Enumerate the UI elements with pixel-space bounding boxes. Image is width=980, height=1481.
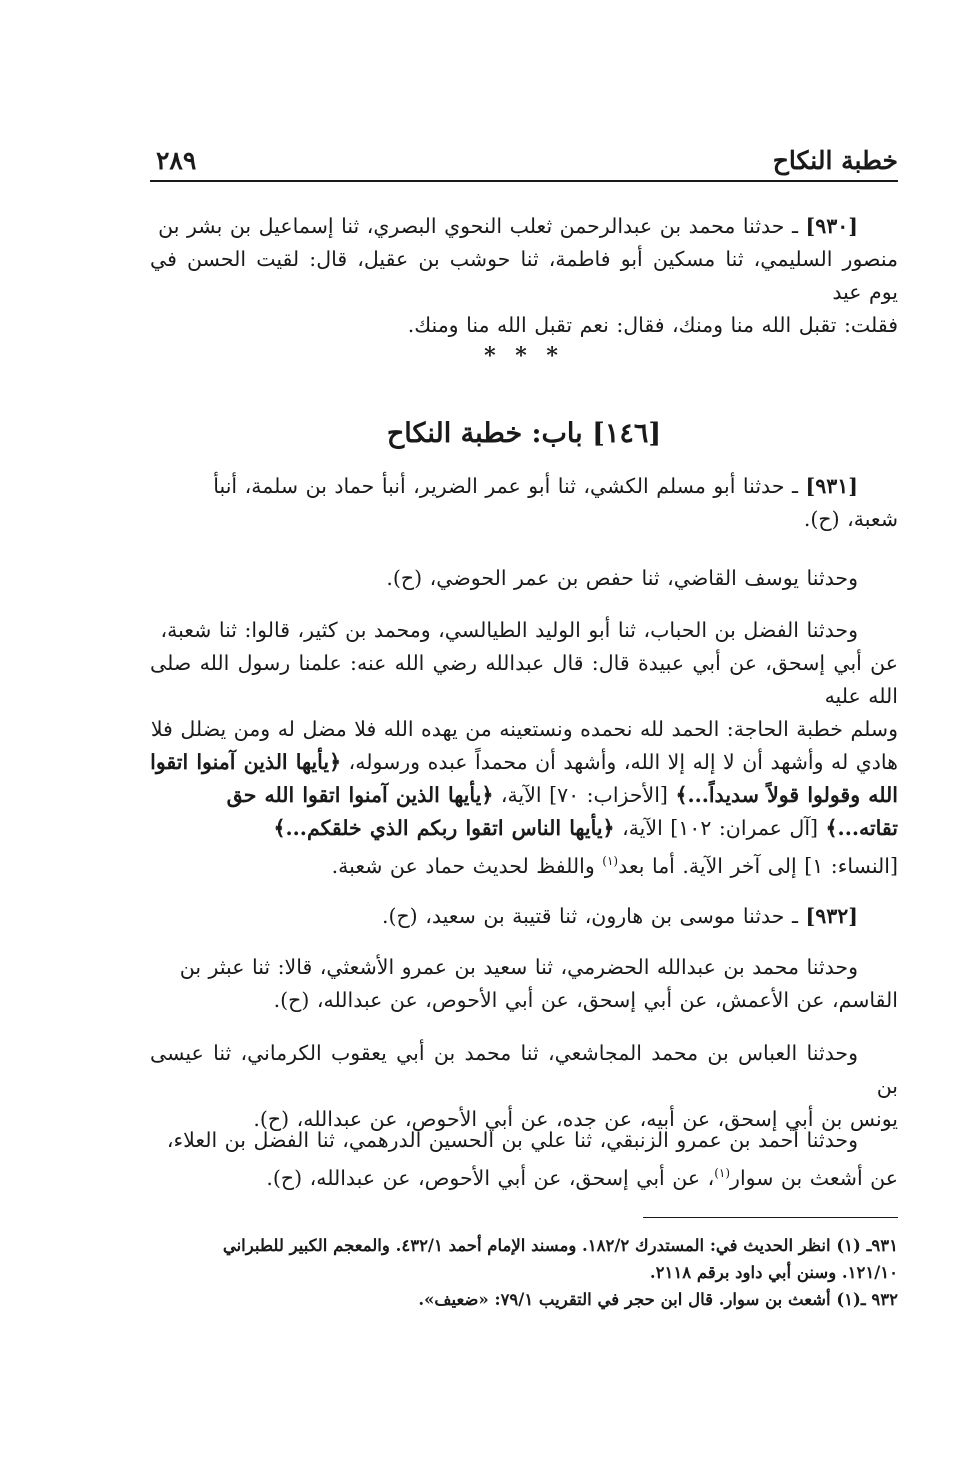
hadith-932-chain-4: وحدثنا أحمد بن عمرو الزنبقي، ثنا علي بن الحسين الدرهمي، ثنا الفضل بن العلاء، عن أشعث بن سوار$^{(١)}$، عن أبي إسحق، عن أبي الأحوص، عن عبدالله، (ح). xyxy=(166,1128,898,1190)
footnote-divider xyxy=(643,1217,898,1218)
page-number: ٢٨٩ xyxy=(156,146,197,175)
chapter-heading: [١٤٦] باب: خطبة النكاح xyxy=(386,418,662,449)
footnote-marker: (١) xyxy=(602,854,619,868)
chain-3-line-5: الله وقولوا قولاً سديداً...﴾ [الأحزاب: ٧٠] الآية، ﴿يأيها الذين آمنوا اتقوا الله حق xyxy=(226,783,898,807)
hadith-931-line-2: شعبة، (ح). xyxy=(803,507,898,531)
hadith-number: [٩٣١] xyxy=(805,474,858,498)
chain-3-line-1: وحدثنا الفضل بن الحباب، ثنا أبو الوليد الطيالسي، ومحمد بن كثير، قالوا: ثنا شعبة، xyxy=(160,618,858,642)
hadith-931-chain-3 xyxy=(150,614,898,883)
footnote-931-line-1: ٩٣١ـ (١) انظر الحديث في: المستدرك ١٨٢/٢. ومسند الإمام أحمد ٤٣٢/١. والمعجم الكبير للطبراني xyxy=(222,1236,898,1255)
hadith-932 xyxy=(150,900,898,933)
hadith-931-line-1: [٩٣١] ـ حدثنا أبو مسلم الكشي، ثنا أبو عمر الضرير، أنبأ حماد بن سلمة، أنبأ xyxy=(213,474,858,498)
footnote-932: ٩٣٢ ـ(١) أشعث بن سوار. قال ابن حجر في التقريب ٧٩/١: «ضعيف». xyxy=(418,1290,898,1309)
chain-text: وحدثنا يوسف القاضي، ثنا حفص بن عمر الحوضي، (ح). xyxy=(386,566,858,590)
quran-verse: ﴿يأيها الذين آمنوا اتقوا الله حق xyxy=(226,783,494,807)
running-title: خطبة النكاح xyxy=(772,146,898,175)
chain-3-line-2: عن أبي إسحق، عن أبي عبيدة قال: قال عبدالله رضي الله عنه: علمنا رسول الله صلى الله عليه xyxy=(150,651,898,708)
hadith-931 xyxy=(150,470,898,536)
hadith-932-chain-3: وحدثنا العباس بن محمد المجاشعي، ثنا محمد بن أبي يعقوب الكرماني، ثنا عيسى بن يونس بن أبي إسحق، عن أبيه، عن جده، عن أبي الأحوص، عن عبدالله، (ح). xyxy=(150,1041,898,1131)
quran-verse: الله وقولوا قولاً سديداً...﴾ xyxy=(675,783,898,807)
hadith-930-line-1: [٩٣٠] ـ حدثنا محمد بن عبدالرحمن ثعلب النحوي البصري، ثنا إسماعيل بن بشر بن xyxy=(158,214,858,238)
quran-verse: تقاته...﴾ xyxy=(825,816,898,840)
hadith-930 xyxy=(150,210,898,342)
footnote-marker: (١) xyxy=(714,1166,731,1180)
footnote-931-line-2: ١٢١/١٠. وسنن أبي داود برقم ٢١١٨. xyxy=(649,1263,898,1282)
chain-3-line-3: وسلم خطبة الحاجة: الحمد لله نحمده ونستعينه من يهده الله فلا مضل له ومن يضلل فلا xyxy=(150,717,898,741)
hadith-931-chain-2 xyxy=(150,562,898,595)
hadith-932-chain-2: وحدثنا محمد بن عبدالله الحضرمي، ثنا سعيد بن عمرو الأشعثي، قالا: ثنا عبثر بن القاسم، عن الأعمش، عن أبي إسحق، عن أبي الأحوص، عن عبدالله، (ح). xyxy=(179,955,898,1012)
hadith-number: [٩٣٠] xyxy=(805,214,858,238)
footnotes xyxy=(150,1232,898,1313)
chain-3-line-6: تقاته...﴾ [آل عمران: ١٠٢] الآية، ﴿يأيها الناس اتقوا ربكم الذي خلقكم...﴾ xyxy=(273,816,898,840)
chain-3-line-4: هادي له وأشهد أن لا إله إلا الله، وأشهد أن محمداً عبده ورسوله، ﴿يأيها الذين آمنوا اتقوا xyxy=(150,750,898,774)
hadith-932-line-1: [٩٣٢] ـ حدثنا موسى بن هارون، ثنا قتيبة بن سعيد، (ح). xyxy=(381,904,858,928)
section-separator: * * * xyxy=(484,343,564,369)
chain-3-line-7: [النساء: ١] إلى آخر الآية. أما بعد$^{(١)}$ واللفظ لحديث حماد عن شعبة. xyxy=(331,853,898,878)
quran-verse: ﴿يأيها الذين آمنوا اتقوا xyxy=(150,750,342,774)
hadith-number: [٩٣٢] xyxy=(805,904,858,928)
hadith-930-line-3: فقلت: تقبل الله منا ومنك، فقال: نعم تقبل الله منا ومنك. xyxy=(407,313,898,337)
hadith-930-line-2: منصور السليمي، ثنا مسكين أبو فاطمة، ثنا حوشب بن عقيل، قال: لقيت الحسن في يوم عيد xyxy=(150,247,898,304)
quran-verse: ﴿يأيها الناس اتقوا ربكم الذي خلقكم...﴾ xyxy=(273,816,615,840)
page-header xyxy=(150,140,898,182)
